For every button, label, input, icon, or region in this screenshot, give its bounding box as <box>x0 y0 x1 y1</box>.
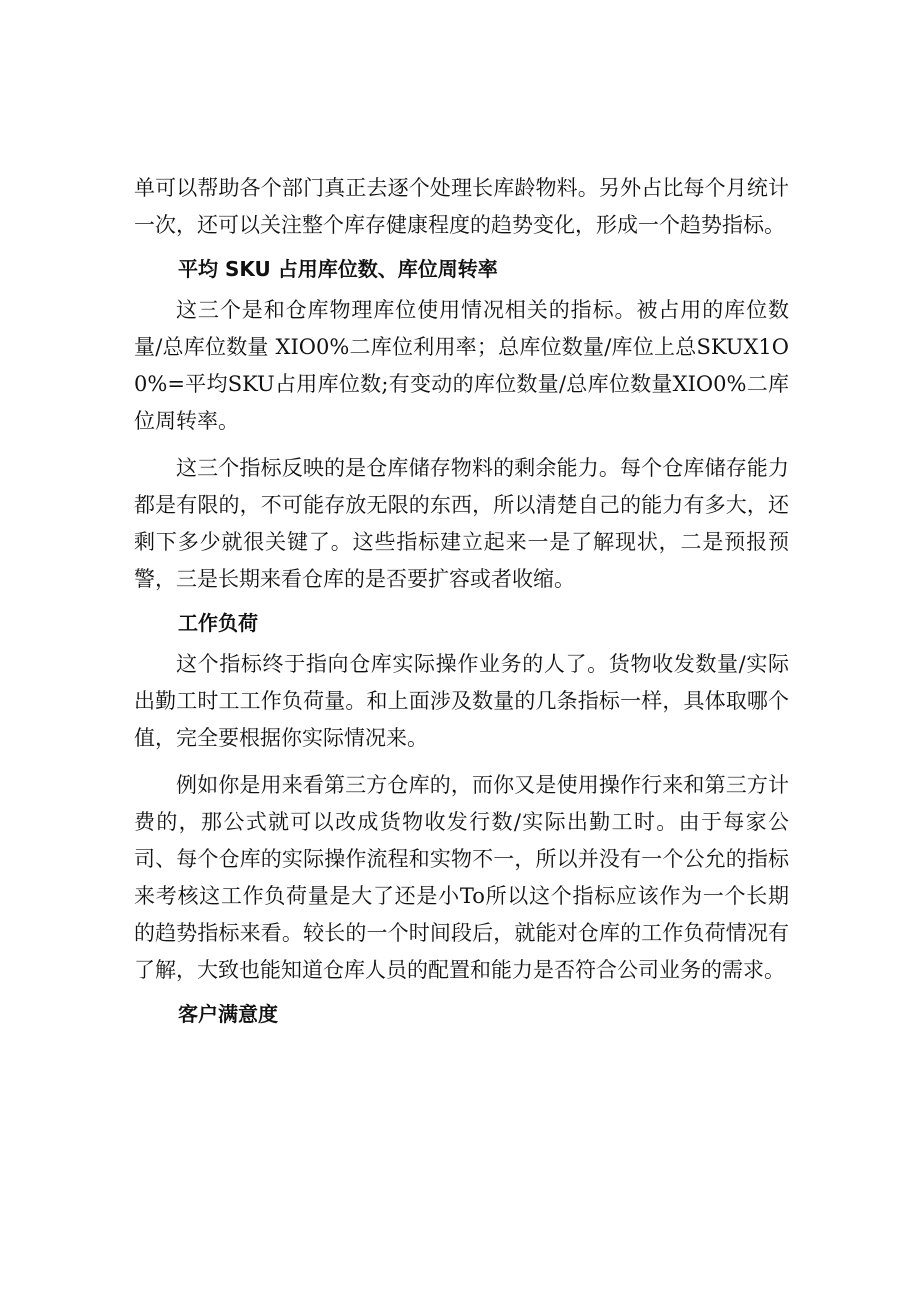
paragraph-location-formulas: 这三个是和仓库物理库位使用情况相关的指标。被占用的库位数量/总库位数量 XIO0%二库位利用率；总库位数量/库位上总SKUX1O0%=平均SKU占用库位数;有变动的库位数量/总库位数量XIO0%二库位周转率。 <box>134 298 789 433</box>
section-heading-customer-satisfaction: 客户满意度 <box>178 1002 278 1026</box>
paragraph-workload-example: 例如你是用来看第三方仓库的，而你又是使用操作行来和第三方计费的，那公式就可以改成货物收发行数/实际出勤工时。由于每家公司、每个仓库的实际操作流程和实物不一，所以并没有一个公允的指标来考核这工作负荷量是大了还是小To所以这个指标应该作为一个长期的趋势指标来看。较长的一个时间段后，就能对仓库的工作负荷情况有了解，大致也能知道仓库人员的配置和能力是否符合公司业务的需求。 <box>134 773 789 982</box>
section-heading-sku-occupancy: 平均 SKU 占用库位数、库位周转率 <box>178 257 498 281</box>
paragraph-workload-definition: 这个指标终于指向仓库实际操作业务的人了。货物收发数量/实际出勤工时工工作负荷量。和上面涉及数量的几条指标一样，具体取哪个值，完全要根据你实际情况来。 <box>134 652 789 750</box>
section-heading-workload: 工作负荷 <box>178 611 258 635</box>
document-body <box>134 170 789 1037</box>
paragraph-remaining-capacity: 这三个指标反映的是仓库储存物料的剩余能力。每个仓库储存能力都是有限的，不可能存放无限的东西，所以清楚自己的能力有多大，还剩下多少就很关键了。这些指标建立起来一是了解现状，二是预报预警，三是长期来看仓库的是否要扩容或者收缩。 <box>134 456 789 591</box>
paragraph-intro: 单可以帮助各个部门真正去逐个处理长库龄物料。另外占比每个月统计一次，还可以关注整个库存健康程度的趋势变化，形成一个趋势指标。 <box>134 176 789 237</box>
